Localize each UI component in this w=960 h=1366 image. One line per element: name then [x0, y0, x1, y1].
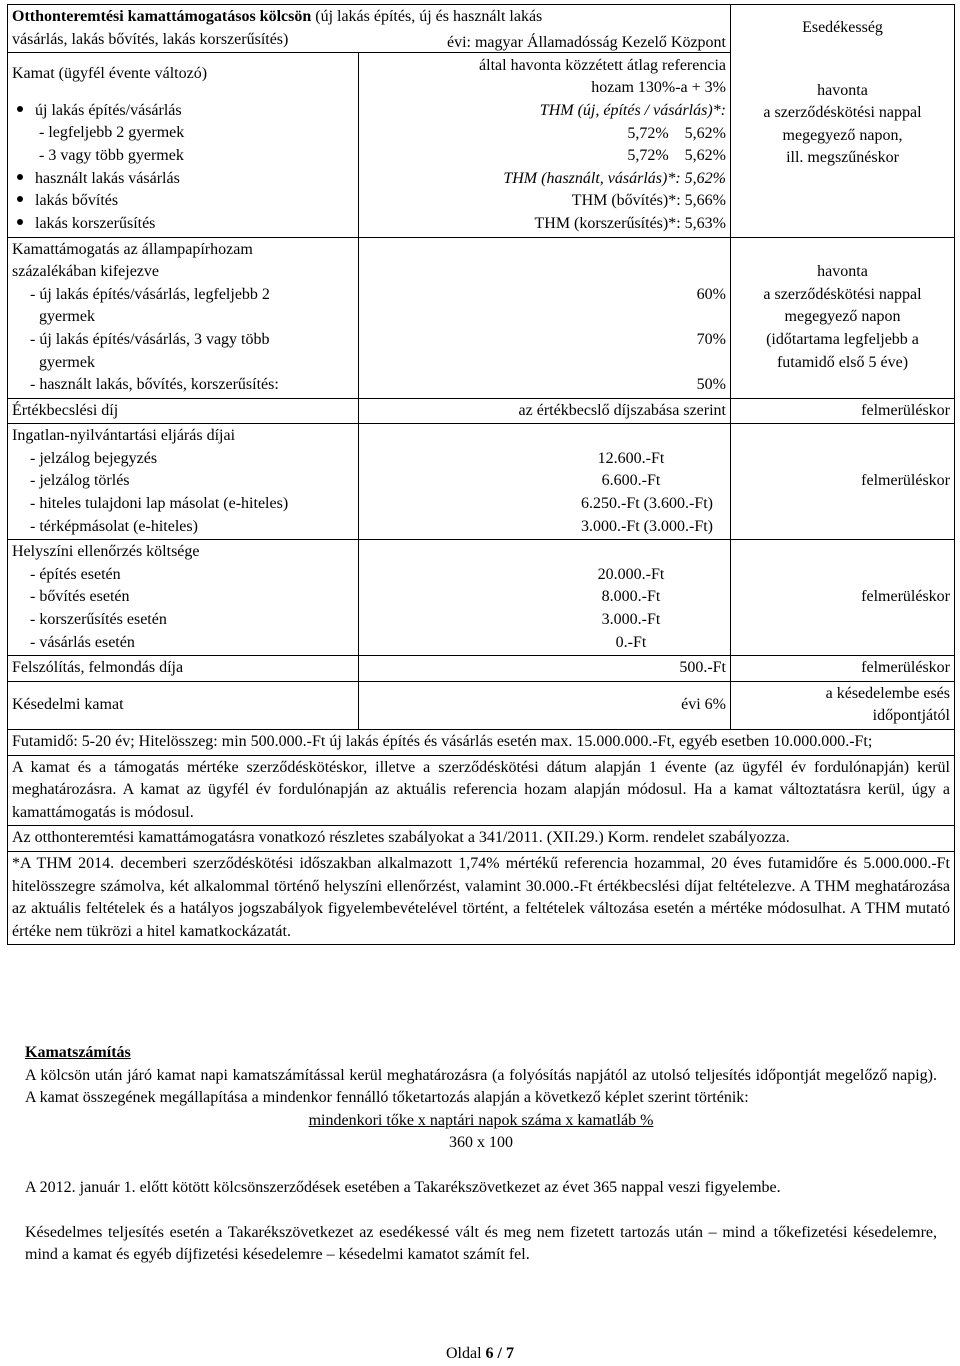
rate-label: Kamat (ügyfél évente változó) [12, 65, 208, 83]
valuation-due: felmerüléskor [731, 398, 955, 424]
subsidy-item: - használt lakás, bővítés, korszerűsítés: [30, 376, 279, 394]
rate-line: évi: magyar Államadósság Kezelő Központ [446, 34, 726, 52]
rate-line: által havonta közzétett átlag referencia [479, 56, 726, 74]
subsidy-due-cell [731, 237, 955, 398]
registry-title: Ingatlan-nyilvántartási eljárás díjai [12, 427, 236, 445]
rate-due-line: megegyező napon, [782, 126, 903, 144]
registry-label-cell [8, 424, 359, 540]
product-title-rest-2: vásárlás, lakás bővítés, lakás korszerűsítés) [12, 30, 289, 48]
rate-due [735, 80, 950, 170]
inspection-item: - építés esetén [30, 565, 121, 583]
inspection-title: Helyszíni ellenőrzés költsége [12, 543, 200, 561]
inspection-value: 20.000.-Ft [597, 565, 665, 583]
thm-used: THM (használt, vásárlás)*: 5,62% [503, 169, 726, 187]
subsidy-item: - új lakás építés/vásárlás, 3 vagy több [30, 330, 270, 348]
rate-label-cell [8, 53, 359, 237]
subsidy-due-line: futamidő első 5 éve) [776, 353, 909, 371]
registry-value-cell [359, 424, 731, 540]
regulation-text: Az otthonteremtési kamattámogatásra vonatkozó részletes szabályokat a 341/2011. (XII.29.) Korm. rendelet szabályozza. [8, 826, 955, 852]
page-number: Oldal 6 / 7 [446, 1345, 514, 1362]
rate-due-line: ill. megszűnéskor [786, 149, 899, 167]
registry-value: 3.000.-Ft (3.000.-Ft) [581, 517, 713, 535]
inspection-value-cell [359, 540, 731, 656]
registry-value: 6.600.-Ft [601, 472, 661, 490]
subsidy-due-line: megegyező napon [784, 308, 901, 326]
subsidy-due-line: a szerződéskötési nappal [763, 285, 922, 303]
subsidy-value: 50% [696, 375, 726, 393]
calc-intro: A kölcsön után járó kamat napi kamatszámítással kerül meghatározásra (a folyósítás napjától az utolsó teljesítés időpontját megelőző napig). A kamat összegének megállapítása a mindenkor fennálló tőketartozás alapján a következő képlet szerint történik: [25, 1066, 937, 1107]
product-title-rest: (új lakás építés, új és használt lakás [311, 8, 543, 25]
late-due-cell [731, 681, 955, 729]
notice-value: 500.-Ft [359, 656, 731, 682]
subsidy-value: 70% [696, 330, 726, 348]
registry-due: felmerüléskor [731, 424, 955, 540]
bullet-icon [17, 219, 23, 225]
calc-heading: Kamatszámítás [25, 1044, 131, 1061]
thm-value: 5,72% 5,62% [627, 124, 726, 142]
subsidy-value: 60% [696, 285, 726, 303]
inspection-label-cell [8, 540, 359, 656]
notice-label: Felszólítás, felmondás díja [8, 656, 359, 682]
inspection-item: - vásárlás esetén [30, 633, 135, 651]
rate-due-line: havonta [817, 81, 868, 99]
rate-line: hozam 130%-a + 3% [591, 79, 726, 97]
due-column [731, 5, 955, 238]
calc-section [25, 1042, 937, 1267]
subsidy-label-cell [8, 237, 359, 398]
subsidy-due-line: havonta [817, 263, 868, 281]
loan-conditions-table [7, 4, 955, 945]
registry-item: - jelzálog törlés [30, 472, 130, 490]
term-text: Futamidő: 5-20 év; Hitelösszeg: min 500.000.-Ft új lakás építés és vásárlás esetén max. 15.000.000.-Ft, egyéb esetben 10.000.000.-Ft; [8, 730, 955, 756]
registry-value: 12.600.-Ft [597, 449, 665, 467]
subsidy-item: gyermek [39, 308, 95, 326]
valuation-value: az értékbecslő díjszabása szerint [359, 398, 731, 424]
bullet-icon [17, 174, 23, 180]
rate-due-line: a szerződéskötési nappal [763, 104, 922, 122]
inspection-item: - bővítés esetén [30, 588, 130, 606]
notice-due: felmerüléskor [731, 656, 955, 682]
subsidy-item: - új lakás építés/vásárlás, legfeljebb 2 [30, 285, 270, 303]
thm-modernization: THM (korszerűsítés)*: 5,63% [534, 214, 726, 232]
inspection-item: - korszerűsítés esetén [30, 611, 167, 629]
thm-new: THM (új, építés / vásárlás)*: [539, 101, 726, 119]
formula-numerator: mindenkori tőke x naptári napok száma x kamatláb % [308, 1111, 654, 1129]
calc-para-late: Késedelmes teljesítés esetén a Takarékszövetkezet az esedékessé vált és meg nem fizetett tartozás után – mind a tőkefizetési késedelemre, mind a kamat és egyéb díjfizetési késedelemre – késedelmi kamatot számít fel. [25, 1223, 937, 1264]
inspection-value: 3.000.-Ft [601, 611, 661, 629]
late-due: a késedelembe esés [825, 684, 950, 702]
registry-item: - térképmásolat (e-hiteles) [30, 517, 198, 535]
calc-para-365: A 2012. január 1. előtt kötött kölcsönszerződések esetében a Takarékszövetkezet az évet 365 nappal veszi figyelembe. [25, 1178, 781, 1196]
registry-item: - hiteles tulajdoni lap másolat (e-hiteles) [30, 495, 289, 513]
thm-value: 5,72% 5,62% [627, 147, 726, 165]
calc-formula [25, 1110, 937, 1155]
bullet-icon [17, 196, 23, 202]
valuation-label: Értékbecslési díj [8, 398, 359, 424]
bullet-icon [17, 106, 23, 112]
due-header: Esedékesség [802, 19, 883, 36]
inspection-due: felmerüléskor [731, 540, 955, 656]
late-value: évi 6% [359, 681, 731, 729]
product-title: Otthonteremtési kamattámogatásos kölcsön [12, 8, 312, 25]
inspection-value: 8.000.-Ft [601, 588, 661, 606]
purpose-item: - legfeljebb 2 gyermek [39, 124, 185, 142]
registry-value: 6.250.-Ft (3.600.-Ft) [581, 495, 713, 513]
late-label: Késedelmi kamat [8, 681, 359, 729]
registry-item: - jelzálog bejegyzés [30, 449, 158, 467]
subsidy-item: gyermek [39, 353, 95, 371]
subsidy-title: százalékában kifejezve [12, 263, 160, 281]
subsidy-value-cell [359, 237, 731, 398]
thm-note: *A THM 2014. decemberi szerződéskötési időszakban alkalmazott 1,74% mértékű referencia hozammal, 20 éves futamidőre és 5.000.000.-Ft hitelösszegre számolva, két alkalommal történő helyszíni ellenőrzést, valamint 30.000.-Ft értékbecslési díjat feltételezve. A THM meghatározása az aktuális feltételek és a hatályos jogszabályok figyelembevételével történt, a feltételek változása esetén a mértéke módosulhat. A THM mutató értéke nem tükrözi a hitel kamatkockázatát. [8, 851, 955, 944]
purpose-item: lakás korszerűsítés [12, 213, 354, 236]
rate-change-text: A kamat és a támogatás mértéke szerződéskötéskor, illetve a szerződéskötési dátum alapján 1 évente (az ügyfél év fordulónapján) kerül meghatározásra. A kamat az ügyfél év fordulónapján az aktuális referencia hozam alapján módosul. Ha a kamat változtatásra kerül, úgy a kamattámogatás is módosul. [8, 755, 955, 826]
purpose-item: új lakás építés/vásárlás [12, 100, 354, 123]
subsidy-title: Kamattámogatás az állampapírhozam [12, 240, 253, 258]
purpose-item: használt lakás vásárlás [12, 168, 354, 191]
thm-extension: THM (bővítés)*: 5,66% [571, 192, 726, 210]
inspection-value: 0.-Ft [615, 633, 647, 651]
rate-value-cell [359, 34, 731, 237]
late-due: időpontjától [872, 707, 950, 725]
purpose-item: - 3 vagy több gyermek [39, 146, 184, 164]
purpose-item: lakás bővítés [12, 190, 354, 213]
formula-denominator: 360 x 100 [449, 1134, 513, 1152]
subsidy-due-line: (időtartama legfeljebb a [766, 330, 919, 348]
